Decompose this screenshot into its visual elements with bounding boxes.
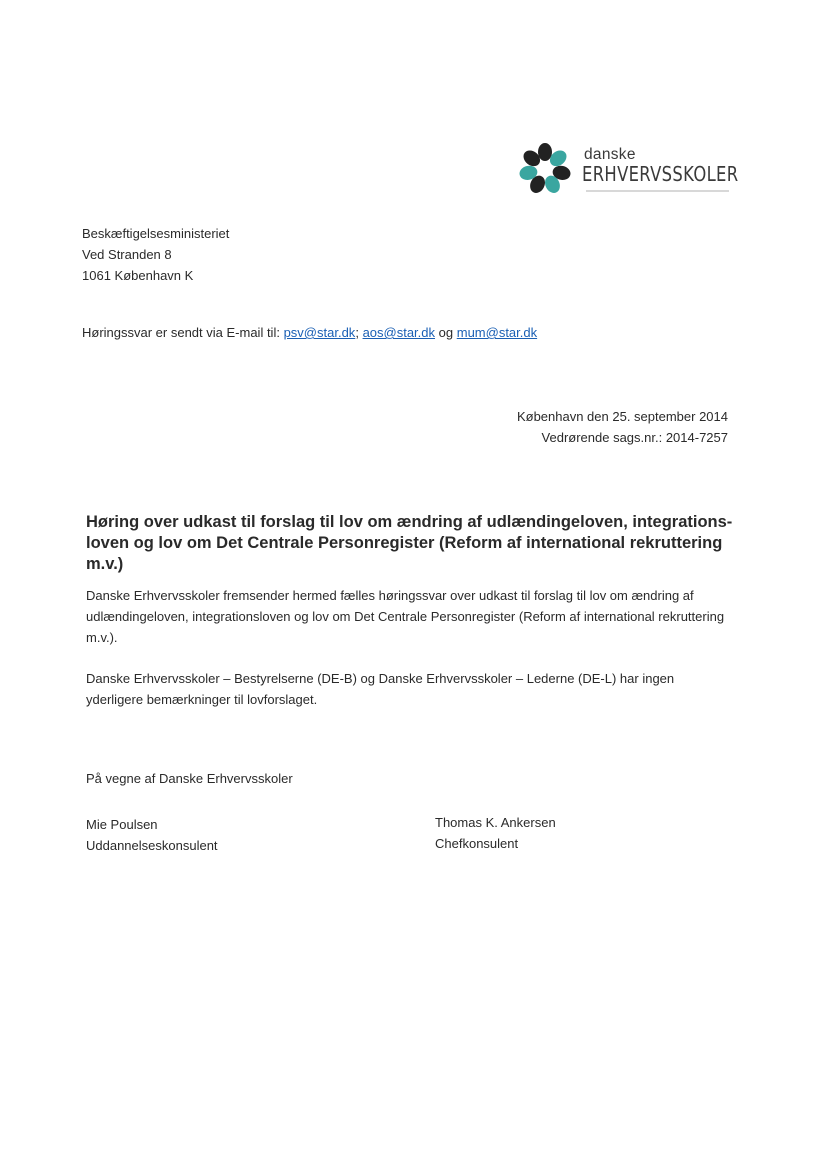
- organization-logo: [516, 140, 739, 200]
- email-separator-og: og: [438, 325, 454, 340]
- body-paragraph-1: Danske Erhvervsskoler fremsender hermed fælles høringssvar over udkast til forslag til lov om ændring af udlændingeloven, integrationsloven og lov om Det Centrale Personregister (Reform af international rekruttering m.v.).: [86, 588, 725, 645]
- email-separator: ;: [355, 325, 359, 340]
- recipient-city: 1061 København K: [82, 268, 194, 283]
- signature-left: [86, 814, 218, 856]
- logo-text-danske: danske: [584, 146, 636, 163]
- email-notice-prefix: Høringssvar er sendt via E-mail til:: [82, 325, 280, 340]
- signature-right: [435, 812, 556, 854]
- email-link-aos[interactable]: aos@star.dk: [362, 325, 436, 340]
- logo-text-erhvervsskoler: ERHVERVSSKOLER: [582, 162, 739, 186]
- date-block: [517, 406, 728, 448]
- letter-title: Høring over udkast til forslag til lov om ændring af udlændingeloven, integrations-loven og lov om Det Centrale Personregister (Reform af international rekruttering m.v.): [86, 513, 733, 573]
- recipient-address: [82, 223, 229, 286]
- signatory-left-name: Mie Poulsen: [86, 817, 158, 832]
- email-notice: [82, 325, 537, 340]
- flower-logo-icon: [516, 140, 574, 198]
- signatory-left-title: Uddannelseskonsulent: [86, 838, 218, 853]
- signatory-right-title: Chefkonsulent: [435, 836, 519, 851]
- recipient-street: Ved Stranden 8: [82, 247, 172, 262]
- logo-underline: [586, 190, 729, 192]
- email-link-mum[interactable]: mum@star.dk: [456, 325, 538, 340]
- body-paragraph-2: Danske Erhvervsskoler – Bestyrelserne (DE-B) og Danske Erhvervsskoler – Lederne (DE-L) har ingen yderligere bemærkninger til lovforslaget.: [86, 671, 675, 707]
- email-link-psv[interactable]: psv@star.dk: [283, 325, 356, 340]
- letter-date: København den 25. september 2014: [516, 409, 728, 424]
- signatory-right-name: Thomas K. Ankersen: [435, 815, 556, 830]
- closing-on-behalf: På vegne af Danske Erhvervsskoler: [86, 771, 293, 786]
- recipient-name: Beskæftigelsesministeriet: [82, 226, 230, 241]
- case-number: Vedrørende sags.nr.: 2014-7257: [541, 430, 728, 445]
